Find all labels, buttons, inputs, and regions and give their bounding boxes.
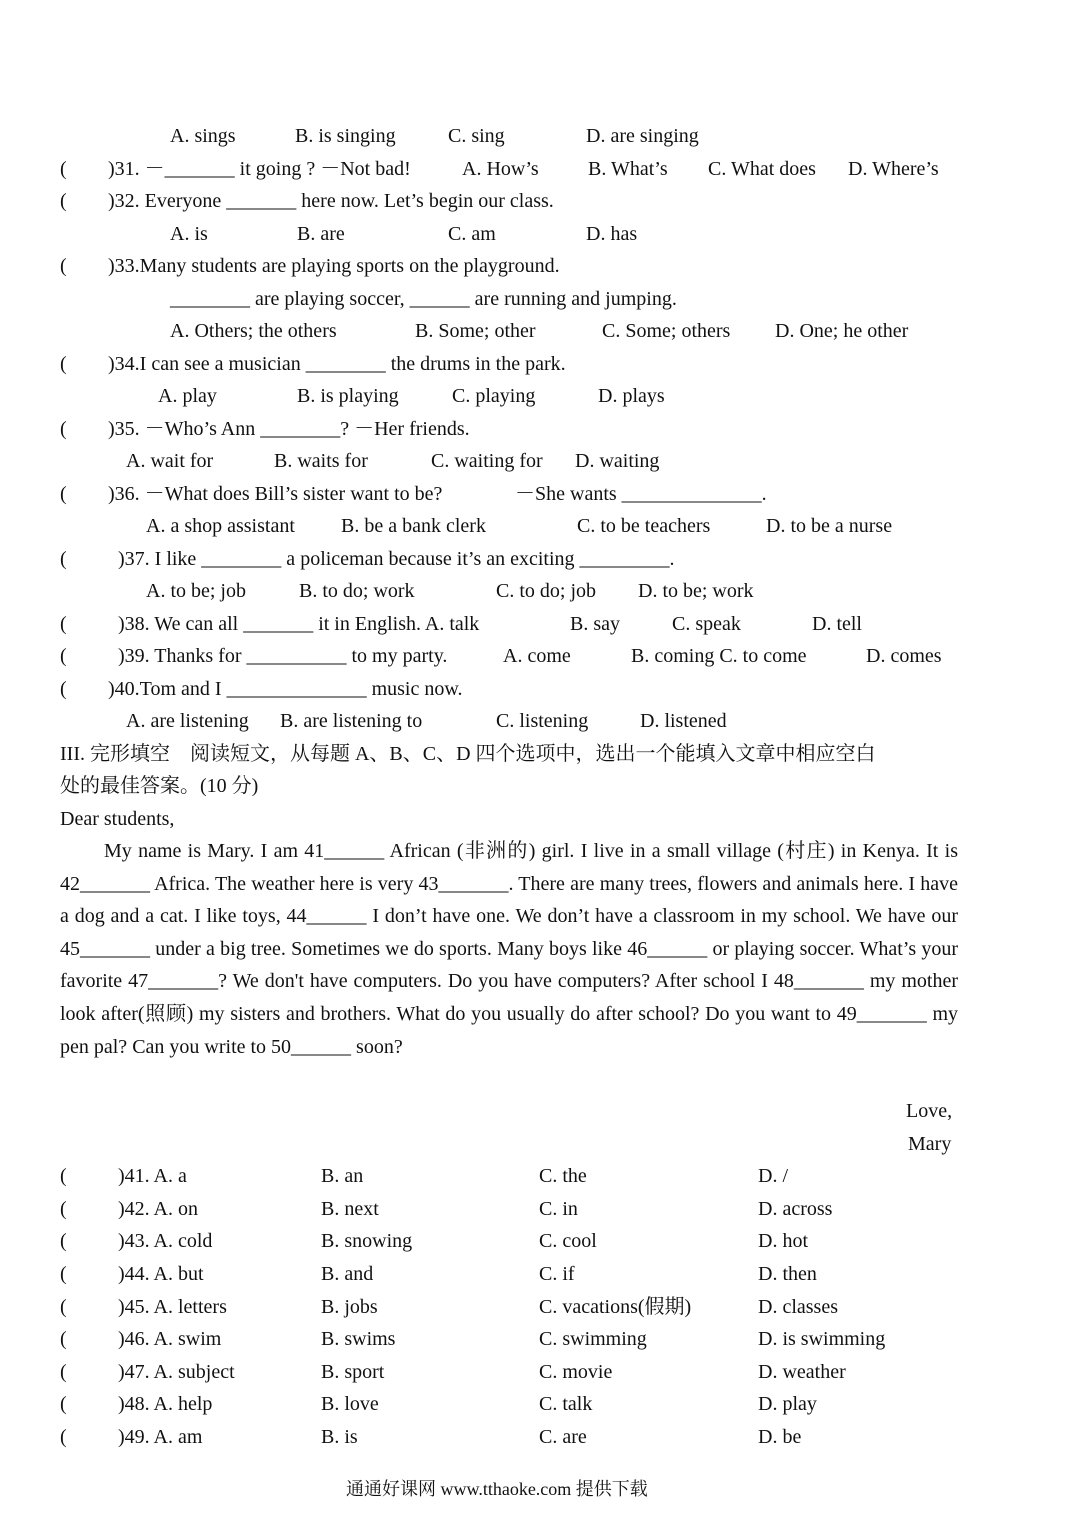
option-b: B. is <box>321 1426 358 1448</box>
option-c: C. playing <box>452 385 536 407</box>
option-a: A. is <box>170 223 208 245</box>
option-c: C. speak <box>672 613 741 635</box>
option-c: C. movie <box>539 1361 613 1383</box>
option-c: C. if <box>539 1263 575 1285</box>
letter-closing: Love, <box>906 1100 953 1122</box>
option-a: A. sings <box>170 125 236 147</box>
option-a: A. play <box>158 385 217 407</box>
option-b: B. sport <box>321 1361 385 1383</box>
option-d: D. to be; work <box>638 580 754 602</box>
option-b: B. an <box>321 1165 364 1187</box>
option-b: B. waits for <box>274 450 368 472</box>
option-a: A. to be; job <box>146 580 246 602</box>
option-d: D. classes <box>758 1296 838 1318</box>
answer-paren: ( <box>60 255 67 277</box>
option-a: )47. A. subject <box>118 1361 235 1383</box>
option-c: C. waiting for <box>431 450 543 472</box>
option-d: D. play <box>758 1393 817 1415</box>
option-b: B. is singing <box>295 125 396 147</box>
letter-body: My name is Mary. I am 41______ African (非洲的) girl. I live in a small village (村庄) in Kenya. It is 42_______ Africa. The weather here is very 43_______. There are many trees, flowers and animals here. I have a dog and a cat. I like toys, 44______ I don’t have one. We don’t have a classroom in my school. We have our 45_______ under a big tree. Sometimes we do sports. Many boys like 46______ or playing soccer. What’s your favorite 47_______? We don't have computers. Do you have computers? After school I 48_______ my mother look after(照顾) my sisters and brothers. What do you usually do after school? Do you want to 49_______ my pen pal? Can you write to 50______ soon? <box>60 840 958 1058</box>
answer-paren: ( <box>60 678 67 700</box>
option-c: C. the <box>539 1165 587 1187</box>
option-c: C. What does <box>708 158 816 180</box>
option-c: C. cool <box>539 1230 597 1252</box>
option-b: B. to do; work <box>299 580 415 602</box>
option-a: )46. A. swim <box>118 1328 222 1350</box>
option-d: D. is swimming <box>758 1328 886 1350</box>
option-d: D. has <box>586 223 638 245</box>
option-d: D. be <box>758 1426 802 1448</box>
answer-paren: ( <box>60 1230 67 1252</box>
option-c: C. listening <box>496 710 589 732</box>
answer-paren: ( <box>60 190 67 212</box>
question-stem-answer: －She wants ______________. <box>515 483 767 505</box>
option-d: D. are singing <box>586 125 699 147</box>
option-a: A. a shop assistant <box>146 515 295 537</box>
option-a: )44. A. but <box>118 1263 204 1285</box>
option-a: A. wait for <box>126 450 214 472</box>
answer-paren: ( <box>60 1198 67 1220</box>
option-b: B. Some; other <box>415 320 536 342</box>
option-c: C. Some; others <box>602 320 731 342</box>
option-a: )42. A. on <box>118 1198 198 1220</box>
answer-paren: ( <box>60 158 67 180</box>
option-a: )45. A. letters <box>118 1296 227 1318</box>
option-d: D. weather <box>758 1361 846 1383</box>
option-b: B. coming C. to come <box>631 645 807 667</box>
option-d: D. / <box>758 1165 788 1187</box>
answer-paren: ( <box>60 548 67 570</box>
option-b: B. are listening to <box>280 710 423 732</box>
option-d: D. waiting <box>575 450 660 472</box>
answer-paren: ( <box>60 418 67 440</box>
option-b: B. say <box>570 613 620 635</box>
option-c: C. am <box>448 223 496 245</box>
option-b: B. is playing <box>297 385 399 407</box>
option-a: )48. A. help <box>118 1393 213 1415</box>
section-heading-line1: III. 完形填空 阅读短文，从每题 A、B、C、D 四个选项中，选出一个能填入文章中相应空白 <box>60 743 876 765</box>
page-footer: 通通好课网 www.tthaoke.com 提供下载 <box>346 1479 648 1499</box>
option-b: B. swims <box>321 1328 396 1350</box>
option-b: B. and <box>321 1263 374 1285</box>
option-c: C. to do; job <box>496 580 597 602</box>
option-b: B. be a bank clerk <box>341 515 486 537</box>
option-d: D. comes <box>866 645 942 667</box>
option-b: B. jobs <box>321 1296 378 1318</box>
option-d: D. One; he other <box>775 320 909 342</box>
option-d: D. then <box>758 1263 817 1285</box>
question-stem: )36. －What does Bill’s sister want to be? <box>108 483 443 505</box>
option-c: C. to be teachers <box>577 515 711 537</box>
answer-paren: ( <box>60 645 67 667</box>
option-c: C. vacations(假期) <box>539 1296 692 1318</box>
option-d: D. hot <box>758 1230 808 1252</box>
question-stem: )34.I can see a musician ________ the drums in the park. <box>108 353 566 375</box>
answer-paren: ( <box>60 1263 67 1285</box>
option-c: C. are <box>539 1426 587 1448</box>
option-a: A. Others; the others <box>170 320 337 342</box>
option-b: B. What’s <box>588 158 668 180</box>
option-a: A. are listening <box>126 710 249 732</box>
option-d: D. listened <box>640 710 727 732</box>
answer-paren: ( <box>60 1393 67 1415</box>
option-b: B. next <box>321 1198 379 1220</box>
answer-paren: ( <box>60 483 67 505</box>
question-stem: )32. Everyone _______ here now. Let’s begin our class. <box>108 190 554 212</box>
option-c: C. in <box>539 1198 578 1220</box>
section-heading-line2: 处的最佳答案。(10 分) <box>60 775 259 797</box>
option-c: C. swimming <box>539 1328 647 1350</box>
question-stem: )35. －Who’s Ann ________? －Her friends. <box>108 418 470 440</box>
question-stem: )40.Tom and I ______________ music now. <box>108 678 463 700</box>
answer-paren: ( <box>60 353 67 375</box>
answer-paren: ( <box>60 1296 67 1318</box>
answer-paren: ( <box>60 1426 67 1448</box>
question-stem: )33.Many students are playing sports on the playground. <box>108 255 560 277</box>
option-d: D. tell <box>812 613 862 635</box>
option-d: D. Where’s <box>848 158 939 180</box>
answer-paren: ( <box>60 613 67 635</box>
question-stem-line2: ________ are playing soccer, ______ are running and jumping. <box>170 288 677 310</box>
question-stem: )37. I like ________ a policeman because it’s an exciting _________. <box>118 548 675 570</box>
option-c: C. sing <box>448 125 505 147</box>
option-a: )41. A. a <box>118 1165 187 1187</box>
question-stem: )38. We can all _______ it in English. A. talk <box>118 613 480 635</box>
question-stem: )39. Thanks for __________ to my party. <box>118 645 448 667</box>
option-a: A. come <box>503 645 571 667</box>
option-a: )43. A. cold <box>118 1230 213 1252</box>
option-d: D. to be a nurse <box>766 515 893 537</box>
option-b: B. snowing <box>321 1230 413 1252</box>
letter-greeting: Dear students, <box>60 808 175 830</box>
option-b: B. love <box>321 1393 379 1415</box>
option-d: D. across <box>758 1198 833 1220</box>
option-c: C. talk <box>539 1393 593 1415</box>
answer-paren: ( <box>60 1361 67 1383</box>
letter-signature: Mary <box>908 1133 952 1155</box>
option-d: D. plays <box>598 385 665 407</box>
option-a: A. How’s <box>462 158 539 180</box>
question-stem: )31. －_______ it going ? －Not bad! <box>108 158 411 180</box>
option-a: )49. A. am <box>118 1426 203 1448</box>
answer-paren: ( <box>60 1165 67 1187</box>
option-b: B. are <box>297 223 345 245</box>
answer-paren: ( <box>60 1328 67 1350</box>
